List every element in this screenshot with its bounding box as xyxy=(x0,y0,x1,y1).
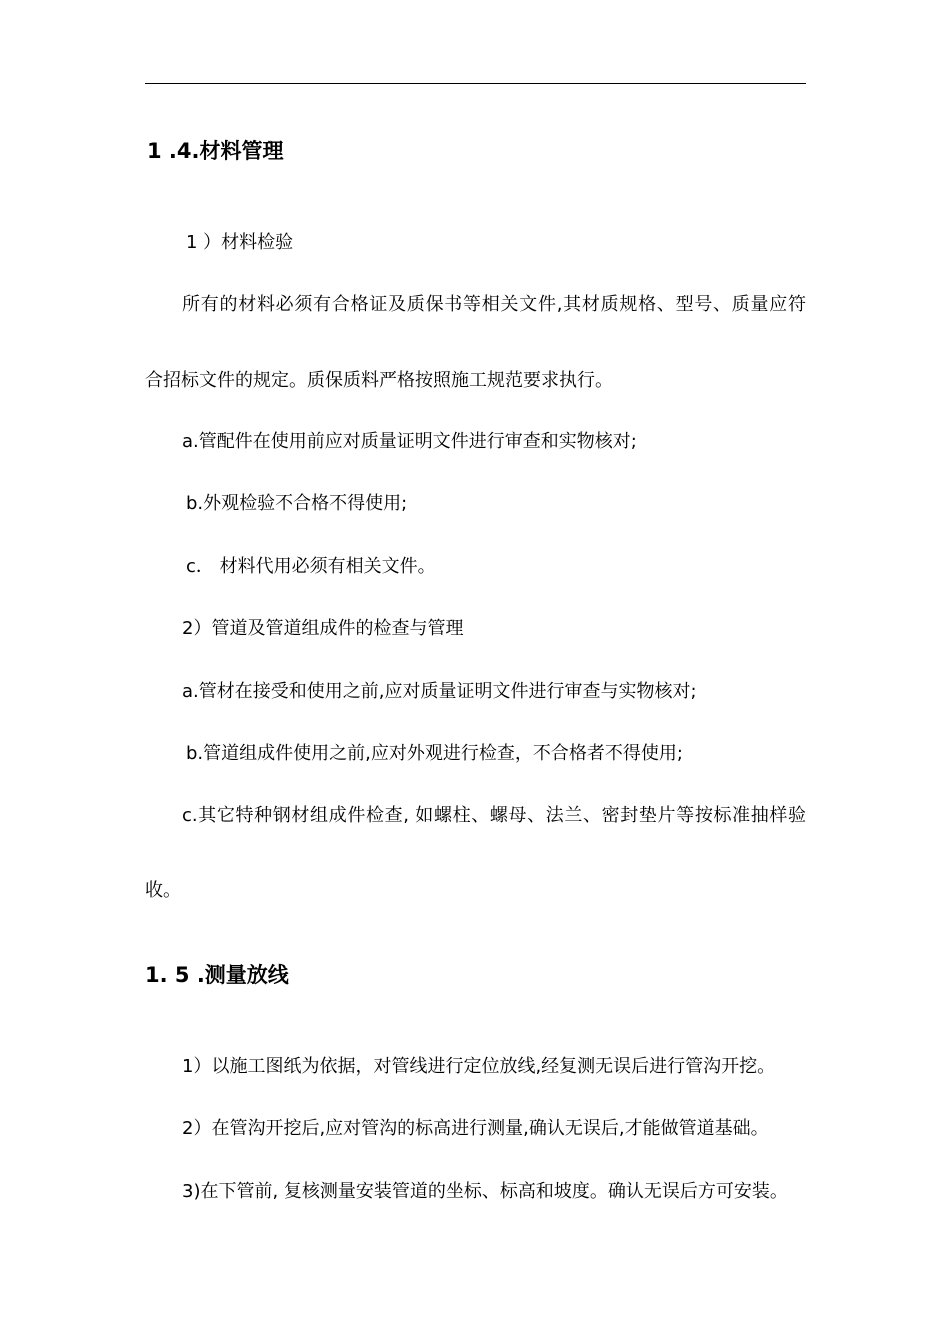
subheading-material-inspection: 1 ）材料检验 xyxy=(186,232,294,253)
list-item: a.管配件在使用前应对质量证明文件进行审查和实物核对; xyxy=(182,431,637,452)
list-item: b.外观检验不合格不得使用; xyxy=(186,493,408,514)
subheading-pipe-inspection: 2）管道及管道组成件的检查与管理 xyxy=(182,618,464,639)
section-heading-1-5: 1. 5 .测量放线 xyxy=(145,963,289,987)
paragraph-line: 所有的材料必须有合格证及质保书等相关文件,其材质规格、型号、质量应符 xyxy=(182,294,806,315)
list-item: c.其它特种钢材组成件检查, 如螺柱、螺母、法兰、密封垫片等按标准抽样验 xyxy=(182,805,806,826)
section-heading-1-4: 1 .4.材料管理 xyxy=(147,139,284,163)
header-rule xyxy=(145,83,806,84)
list-item: 3)在下管前, 复核测量安装管道的坐标、标高和坡度。确认无误后方可安装。 xyxy=(182,1181,788,1202)
paragraph-line: 收。 xyxy=(145,880,181,901)
list-item: 1）以施工图纸为依据，对管线进行定位放线,经复测无误后进行管沟开挖。 xyxy=(182,1056,776,1077)
list-item: b.管道组成件使用之前,应对外观进行检查，不合格者不得使用; xyxy=(186,743,683,764)
list-item: a.管材在接受和使用之前,应对质量证明文件进行审查与实物核对; xyxy=(182,681,697,702)
list-item: c． 材料代用必须有相关文件。 xyxy=(186,556,436,577)
paragraph-line: 合招标文件的规定。质保质料严格按照施工规范要求执行。 xyxy=(145,370,613,391)
list-item: 2）在管沟开挖后,应对管沟的标高进行测量,确认无误后,才能做管道基础。 xyxy=(182,1118,769,1139)
